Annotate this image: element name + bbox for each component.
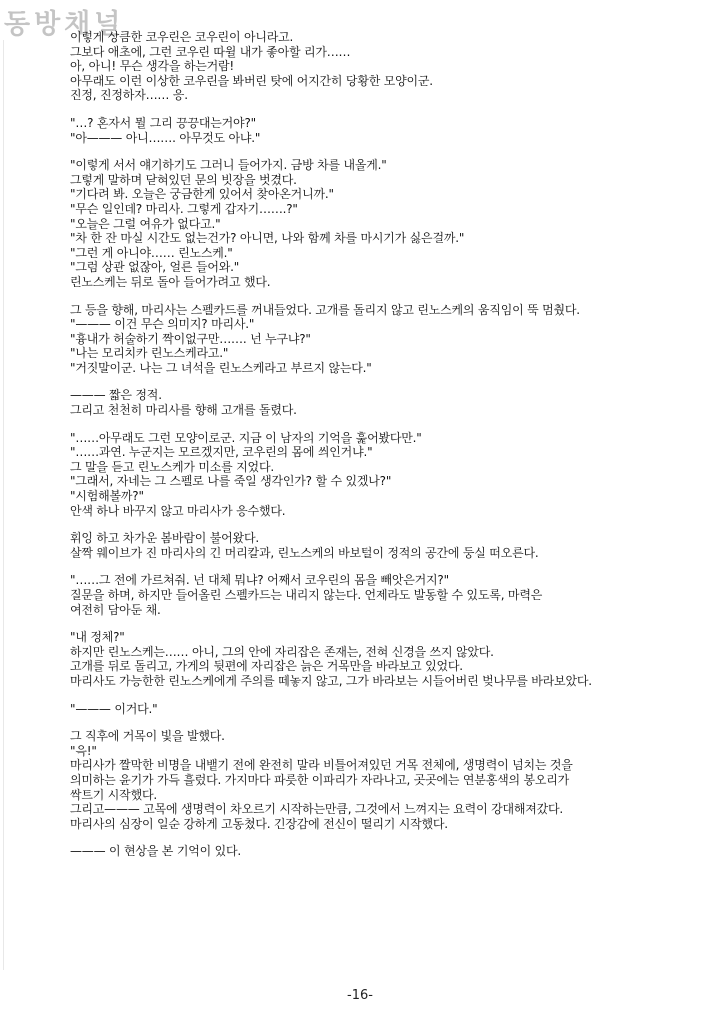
text-line: ——— 짧은 정적. <box>70 388 162 403</box>
text-line: "……아무래도 그런 모양이로군. 지금 이 남자의 기억을 훑어봤다만." <box>70 430 422 445</box>
text-line: 아, 아니! 무슨 생각을 하는거람! <box>70 59 234 74</box>
text-line: 살짝 웨이브가 진 마리사의 긴 머리칼과, 린노스케의 바보털이 정적의 공간에 둥실 떠오른다. <box>70 545 539 560</box>
text-line: "그런 게 아니야…… 린노스케." <box>70 245 233 260</box>
paragraph <box>70 844 710 859</box>
text-line: 싹트기 시작했다. <box>70 787 157 802</box>
text-line: ——— 이 현상을 본 기억이 있다. <box>70 844 242 859</box>
text-line: "——— 이거다." <box>70 701 158 716</box>
paragraph <box>70 531 710 560</box>
text-line: 그렇게 말하며 닫혀있던 문의 빗장을 벗겼다. <box>70 172 297 187</box>
text-line: 여전히 담아둔 채. <box>70 602 161 617</box>
paragraph <box>70 702 710 717</box>
text-line: 그보다 애초에, 그런 코우린 따윌 내가 좋아할 리가…… <box>70 44 351 59</box>
text-line: 마리사도 가능한한 린노스케에게 주의를 떼놓지 않고, 그가 바라보는 시들어버린 벚나무를 바라보았다. <box>70 673 592 688</box>
text-line: "그럼 상관 없잖아, 얼른 들어와." <box>70 260 240 275</box>
text-line: "거짓말이군. 나는 그 녀석을 린노스케라고 부르지 않는다." <box>70 360 372 375</box>
paragraph <box>70 630 710 688</box>
text-line: 마리사의 심장이 일순 강하게 고동쳤다. 긴장감에 전신이 떨리기 시작했다. <box>70 816 448 831</box>
text-line: "아——— 아니……. 아무것도 아냐." <box>70 130 261 145</box>
text-line: 그 말을 듣고 린노스케가 미소를 지었다. <box>70 459 274 474</box>
text-line: "무슨 일인데? 마리사. 그렇게 갑자기…….?" <box>70 201 298 216</box>
text-line: 아무래도 이런 이상한 코우린을 봐버린 탓에 어지간히 당황한 모양이군. <box>70 73 433 88</box>
text-line: "차 한 잔 마실 시간도 없는건가? 아니면, 나와 함께 차를 마시기가 싫은걸까." <box>70 231 465 246</box>
text-line: "내 정체?" <box>70 630 125 645</box>
text-line: 의미하는 윤기가 가득 흘렀다. 가지마다 파릇한 이파리가 자라나고, 곳곳에는 연분홍색의 봉오리가 <box>70 772 570 787</box>
paragraph <box>70 116 710 145</box>
text-line: "흉내가 허술하기 짝이없구만……. 넌 누구냐?" <box>70 331 311 346</box>
text-line: "윽!" <box>70 743 97 758</box>
page-number: -16- <box>347 988 373 1003</box>
text-line: 이렇게 상큼한 코우린은 코우린이 아니라고. <box>70 30 294 44</box>
text-line: "시험해볼까?" <box>70 489 144 504</box>
text-line: 그 직후에 거목이 빛을 발했다. <box>70 729 225 744</box>
text-line: "——— 이건 무슨 의미지? 마리사." <box>70 317 255 332</box>
text-line: "…? 혼자서 뭘 그리 끙끙대는거야?" <box>70 115 256 130</box>
text-line: 안색 하나 바꾸지 않고 마리사가 응수했다. <box>70 503 286 518</box>
text-line: "기다려 봐. 오늘은 궁금한게 있어서 찾아온거니까." <box>70 187 334 202</box>
paragraph <box>70 158 710 289</box>
text-line: 질문을 하며, 하지만 들어올린 스펠카드는 내리지 않는다. 언제라도 발동할 수 있도록, 마력은 <box>70 588 543 602</box>
text-line: 그리고——— 고목에 생명력이 차오르기 시작하는만큼, 그것에서 느껴지는 요력이 강대해져갔다. <box>70 802 564 817</box>
text-line: 마리사가 짤막한 비명을 내뱉기 전에 완전히 말라 비틀어져있던 거목 전체에, 생명력이 넘치는 것을 <box>70 758 573 773</box>
text-line: "……그 전에 가르쳐줘. 넌 대체 뭐냐? 어째서 코우린의 몸을 빼앗은거지?" <box>70 573 449 588</box>
paragraph <box>70 388 710 417</box>
text-line: 휘잉 하고 차가운 봄바람이 불어왔다. <box>70 531 259 546</box>
document-body <box>70 30 710 872</box>
paragraph <box>70 573 710 617</box>
text-line: "오늘은 그럴 여유가 없다고." <box>70 216 221 231</box>
text-line: 그리고 천천히 마리사를 향해 고개를 돌렸다. <box>70 403 297 418</box>
text-line: 고개를 뒤로 돌리고, 가게의 뒷편에 자리잡은 늙은 거목만을 바라보고 있었다. <box>70 659 463 674</box>
paragraph <box>70 431 710 519</box>
page-edge-line <box>3 40 4 970</box>
text-line: 진정, 진정하자…… 응. <box>70 88 188 103</box>
watermark-logo: 동방채널 <box>4 9 125 40</box>
paragraph <box>70 729 710 831</box>
text-line: "그래서, 자네는 그 스펠로 나를 죽일 생각인가? 할 수 있겠나?" <box>70 474 392 489</box>
text-line: 린노스케는 뒤로 돌아 들어가려고 했다. <box>70 274 271 289</box>
text-line: "나는 모리치카 린노스케라고." <box>70 346 229 361</box>
text-line: 그 등을 향해, 마리사는 스펠카드를 꺼내들었다. 고개를 돌리지 않고 린노스케의 움직임이 뚝 멈췄다. <box>70 302 580 317</box>
paragraph <box>70 30 710 103</box>
text-line: "이렇게 서서 얘기하기도 그러니 들어가지. 금방 차를 내올게." <box>70 158 387 173</box>
text-line: "……과연. 누군지는 모르겠지만, 코우린의 몸에 씌인거냐." <box>70 445 373 460</box>
text-line: 하지만 린노스케는…… 아니, 그의 안에 자리잡은 존재는, 전혀 신경을 쓰지 않았다. <box>70 644 494 659</box>
paragraph <box>70 303 710 376</box>
